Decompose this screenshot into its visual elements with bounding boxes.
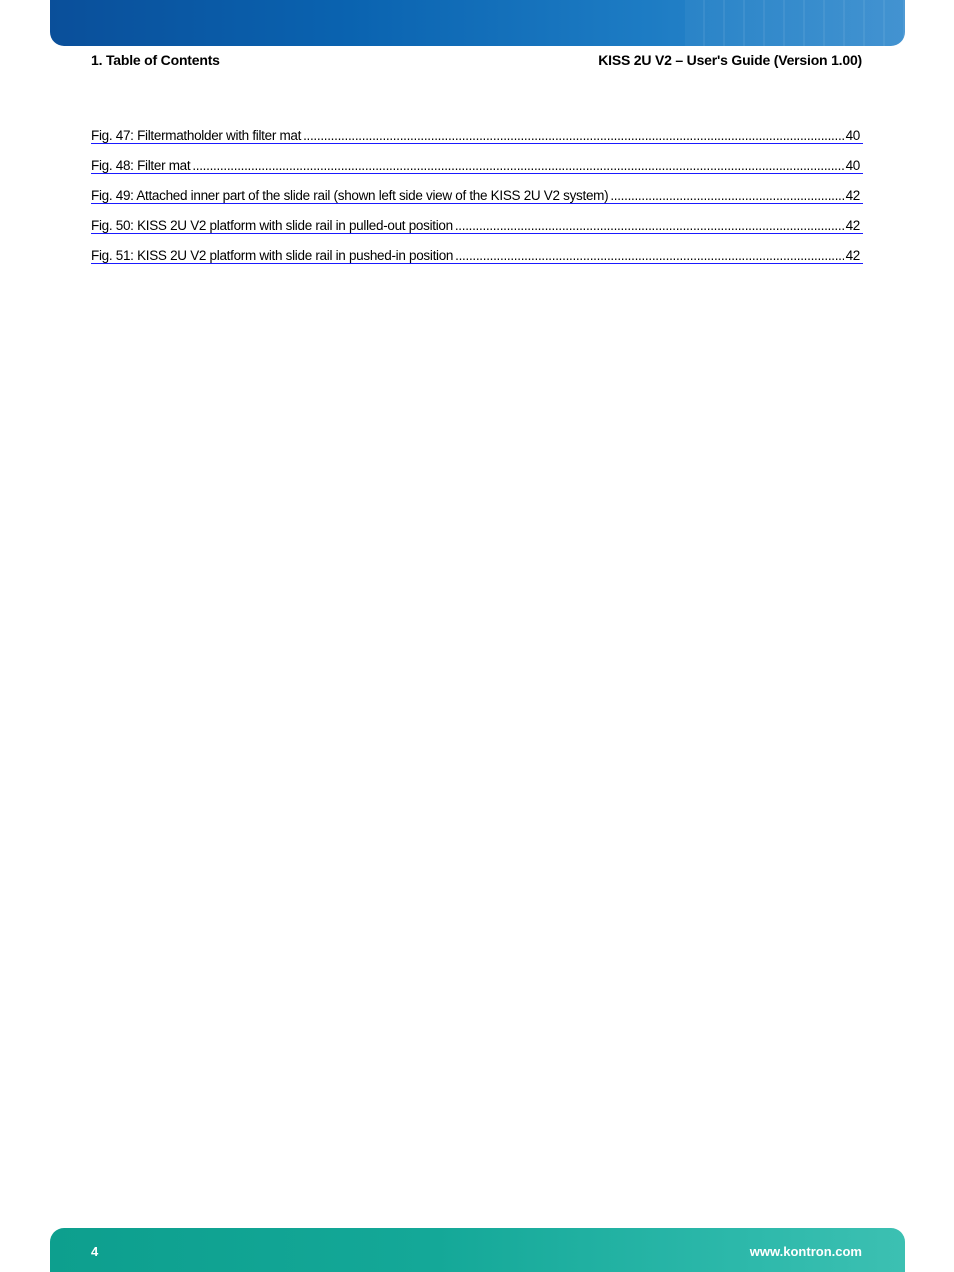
toc-entry-fig-48[interactable] [91,152,863,182]
toc-entry-page: 42 [845,218,860,233]
toc-entry-label: Fig. 50: KISS 2U V2 platform with slide rail in pulled-out position [91,218,453,233]
section-title: 1. Table of Contents [91,52,220,68]
toc-entry-page: 40 [845,128,860,143]
website-link[interactable]: www.kontron.com [749,1244,862,1259]
header-banner-pattern [685,0,905,46]
toc-entry-page: 42 [845,188,860,203]
toc-entry-label: Fig. 47: Filtermatholder with filter mat [91,128,302,143]
toc-entry-label: Fig. 51: KISS 2U V2 platform with slide rail in pushed-in position [91,248,454,263]
toc-entry-page: 42 [845,248,860,263]
toc-entry-label: Fig. 49: Attached inner part of the slide rail (shown left side view of the KISS 2U V2 system) [91,188,609,203]
toc-dot-leader [303,129,844,152]
toc-entry-fig-51[interactable] [91,242,863,272]
toc-entry-fig-49[interactable] [91,182,863,212]
page-number: 4 [91,1244,99,1259]
toc-entry-page: 40 [845,158,860,173]
toc-dot-leader [455,249,843,272]
toc-dot-leader [610,189,843,212]
list-of-figures [91,122,863,272]
document-title: KISS 2U V2 – User's Guide (Version 1.00) [598,52,862,68]
toc-entry-fig-47[interactable] [91,122,863,152]
toc-entry-label: Fig. 48: Filter mat [91,158,191,173]
header-banner [50,0,905,46]
toc-entry-fig-50[interactable] [91,212,863,242]
toc-dot-leader [192,159,843,182]
toc-dot-leader [455,219,844,242]
